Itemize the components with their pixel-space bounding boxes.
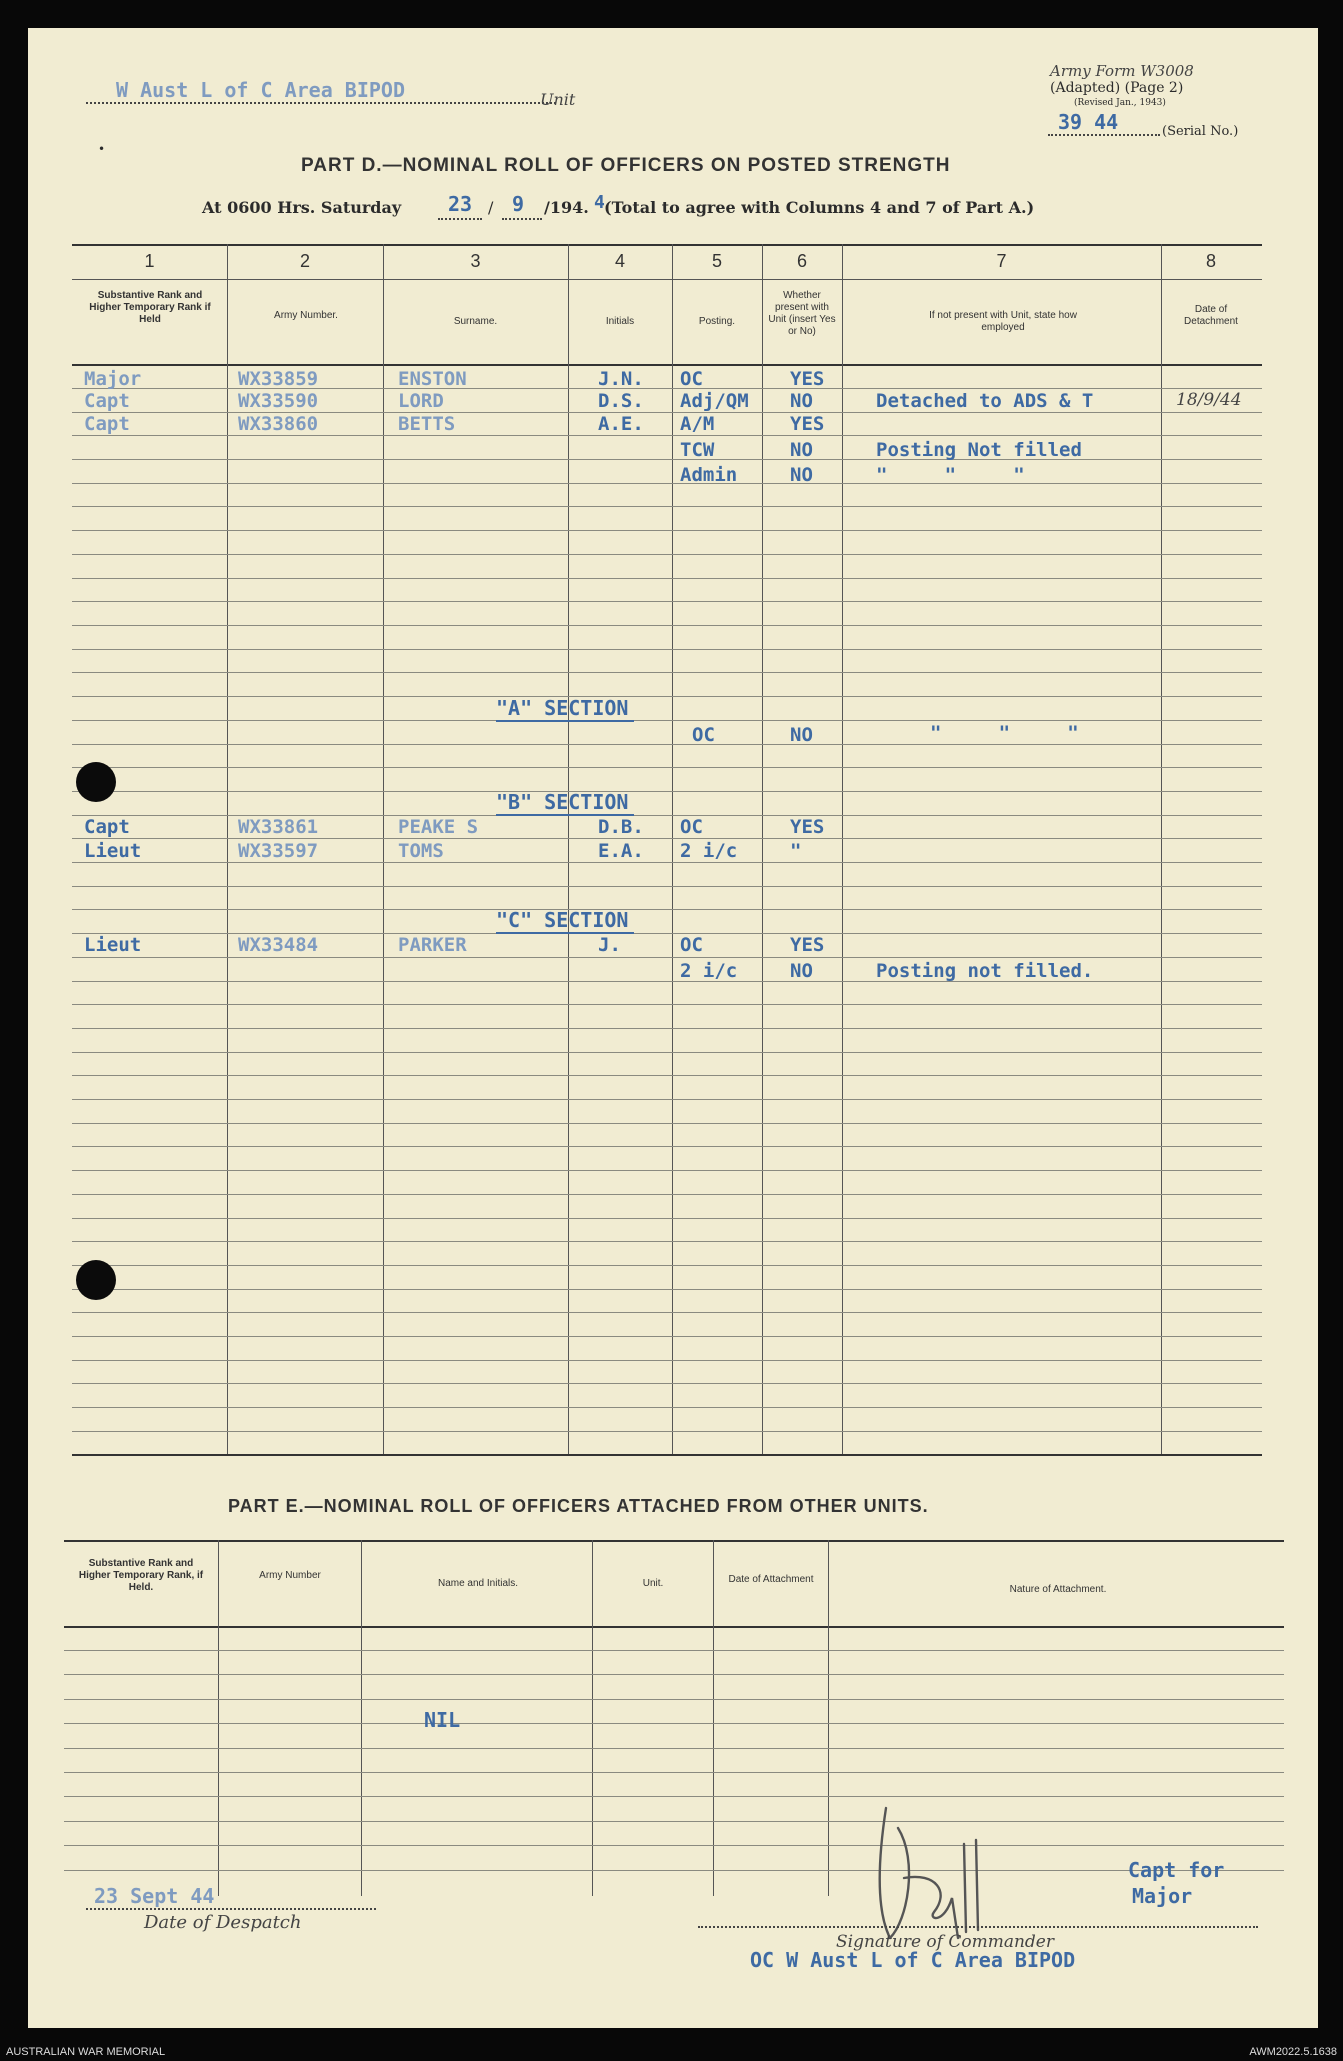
- cell-initials: D.B.: [598, 816, 644, 838]
- cell-present: NO: [790, 390, 813, 412]
- cell-number: WX33860: [238, 413, 319, 435]
- ruled-line: [72, 625, 1262, 626]
- part-e-nil: NIL: [424, 1708, 461, 1732]
- cell-number: WX33590: [238, 390, 319, 412]
- ruled-line: [72, 1241, 1262, 1242]
- part-d-col-divider: [842, 244, 843, 1454]
- ruled-line: [72, 1052, 1262, 1053]
- part-d-col-divider: [1161, 244, 1162, 1454]
- cell-present: ": [790, 840, 802, 862]
- date-year-prefix: /194.: [544, 198, 589, 217]
- cell-posting: 2 i/c: [680, 960, 738, 982]
- part-d-colnum-line: [72, 279, 1262, 280]
- ruled-line: [72, 909, 1262, 910]
- part-d-col-divider: [383, 244, 384, 1454]
- ruled-line: [64, 1723, 1284, 1724]
- ruled-line: [72, 554, 1262, 555]
- col-number: 7: [996, 251, 1007, 271]
- date-day: 23: [448, 192, 473, 216]
- part-d-col-divider: [227, 244, 228, 1454]
- unit-value: W Aust L of C Area BIPOD: [116, 78, 405, 102]
- part-d-top-border: [72, 244, 1262, 246]
- col-number: 5: [711, 251, 722, 271]
- ruled-line: [72, 1170, 1262, 1171]
- col-number: 3: [470, 251, 481, 271]
- despatch-value: 23 Sept 44: [94, 1884, 215, 1908]
- col-header-present: Whether present with Unit (insert Yes or No): [768, 290, 836, 337]
- ruled-line: [72, 696, 1262, 697]
- part-e-header-bottom: [64, 1626, 1284, 1628]
- ruled-line: [64, 1870, 1284, 1871]
- ruled-line: [72, 578, 1262, 579]
- part-e-col-divider: [828, 1540, 829, 1896]
- form-adapted: (Adapted) (Page 2): [1050, 80, 1184, 96]
- cell-initials: E.A.: [598, 840, 644, 862]
- cell-initials: D.S.: [598, 390, 644, 412]
- ruled-line: [72, 862, 1262, 863]
- cell-posting: Admin: [680, 464, 738, 486]
- ruled-line: [72, 506, 1262, 507]
- ruled-line: [72, 1099, 1262, 1100]
- margin-mark: •: [98, 142, 106, 156]
- ruled-line: [64, 1821, 1284, 1822]
- ruled-line: [72, 1123, 1262, 1124]
- serial-label: (Serial No.): [1162, 124, 1239, 139]
- ruled-line: [72, 483, 1262, 484]
- col-number: 1: [144, 251, 155, 271]
- part-d-title: PART D.—NOMINAL ROLL OF OFFICERS ON POSTED STRENGTH: [301, 155, 951, 176]
- col-header-employed: If not present with Unit, state how employed: [929, 310, 1077, 333]
- part-e-top-border: [64, 1540, 1284, 1542]
- despatch-label: Date of Despatch: [144, 1912, 302, 1933]
- section-a-present: NO: [790, 724, 813, 746]
- cell-present: YES: [790, 816, 825, 838]
- cell-surname: BETTS: [398, 413, 456, 435]
- cell-number: WX33859: [238, 368, 319, 390]
- ruled-line: [72, 1004, 1262, 1005]
- cell-employed: Posting not filled.: [876, 960, 1094, 982]
- form-name: Army Form W3008: [1050, 62, 1194, 80]
- col-number: 2: [299, 251, 310, 271]
- ruled-line: [72, 1194, 1262, 1195]
- part-d-bottom-border: [72, 1454, 1262, 1456]
- e-col-header-unit: Unit.: [642, 1578, 664, 1589]
- cell-present: NO: [790, 960, 813, 982]
- cell-employed: Detached to ADS & T: [876, 390, 1094, 412]
- part-d-col-divider: [672, 244, 673, 1454]
- ruled-line: [64, 1650, 1284, 1651]
- cell-present: NO: [790, 439, 813, 461]
- part-e-col-divider: [218, 1540, 219, 1896]
- ruled-line: [72, 1312, 1262, 1313]
- section-c-title: "C" SECTION: [496, 908, 634, 934]
- cell-present: YES: [790, 413, 825, 435]
- month-dotted-line: [502, 218, 542, 220]
- part-e-title: PART E.—NOMINAL ROLL OF OFFICERS ATTACHED FROM OTHER UNITS.: [228, 1496, 929, 1516]
- ruled-line: [64, 1845, 1284, 1846]
- e-col-header-nature: Nature of Attachment.: [1009, 1584, 1107, 1595]
- col-number: 6: [796, 251, 807, 271]
- serial-value: 39 44: [1058, 110, 1119, 134]
- ruled-line: [72, 1265, 1262, 1266]
- ruled-line: [64, 1748, 1284, 1749]
- col-number: 4: [614, 251, 625, 271]
- part-d-col-divider: [568, 244, 569, 1454]
- form-page: [28, 28, 1318, 2028]
- col-header-date-detachment: Date of Detachment: [1184, 304, 1238, 327]
- cell-rank: Capt: [84, 413, 130, 435]
- cell-rank: Lieut: [84, 934, 142, 956]
- part-d-header-bottom: [72, 364, 1262, 366]
- archive-credit-right: AWM2022.5.1638: [1249, 2046, 1337, 2058]
- col-number: 8: [1205, 251, 1216, 271]
- ruled-line: [72, 1289, 1262, 1290]
- date-year-digit: 4: [594, 192, 605, 213]
- cell-initials: J.N.: [598, 368, 644, 390]
- ruled-line: [72, 767, 1262, 768]
- cell-number: WX33597: [238, 840, 319, 862]
- cell-rank: Capt: [84, 390, 130, 412]
- ruled-line: [72, 601, 1262, 602]
- cell-present: YES: [790, 368, 825, 390]
- ruled-line: [72, 672, 1262, 673]
- ruled-line: [72, 1218, 1262, 1219]
- signature-label: Signature of Commander: [836, 1932, 1054, 1952]
- ruled-line: [72, 744, 1262, 745]
- ruled-line: [72, 957, 1262, 958]
- ruled-line: [72, 791, 1262, 792]
- cell-surname: PARKER: [398, 934, 467, 956]
- cell-posting: Adj/QM: [680, 390, 749, 412]
- col-header-surname: Surname.: [453, 316, 498, 327]
- cell-present: NO: [790, 464, 813, 486]
- part-e-col-divider: [592, 1540, 593, 1896]
- date-month: 9: [512, 192, 525, 216]
- ruled-line: [72, 649, 1262, 650]
- despatch-dotted-line: [86, 1908, 376, 1910]
- cell-employed: " " ": [876, 464, 1025, 486]
- section-a-title: "A" SECTION: [496, 696, 634, 722]
- cell-rank: Major: [84, 368, 142, 390]
- ruled-line: [72, 720, 1262, 721]
- cell-date: 18/9/44: [1176, 390, 1242, 410]
- e-col-header-army-number: Army Number: [259, 1570, 321, 1581]
- col-header-army-number: Army Number.: [274, 310, 338, 321]
- cell-posting: OC: [680, 934, 703, 956]
- total-note: (Total to agree with Columns 4 and 7 of Part A.): [604, 198, 1035, 217]
- day-dotted-line: [438, 218, 482, 220]
- ruled-line: [64, 1796, 1284, 1797]
- e-col-header-rank: Substantive Rank and Higher Temporary Rank, if Held.: [78, 1558, 204, 1593]
- form-revised: (Revised Jan., 1943): [1074, 98, 1166, 108]
- e-col-header-name: Name and Initials.: [437, 1578, 519, 1589]
- punch-hole: [76, 762, 116, 802]
- signature-dotted-line: [698, 1926, 1258, 1928]
- date-slash: /: [488, 198, 494, 217]
- commander-unit: OC W Aust L of C Area BIPOD: [750, 1948, 1076, 1972]
- section-a-employed: " " ": [930, 722, 1079, 744]
- part-d-col-divider: [762, 244, 763, 1454]
- col-header-initials: Initials: [605, 316, 635, 327]
- cell-posting: A/M: [680, 413, 715, 435]
- cell-posting: OC: [680, 368, 703, 390]
- punch-hole: [76, 1260, 116, 1300]
- ruled-line: [72, 1407, 1262, 1408]
- ruled-line: [72, 1028, 1262, 1029]
- cell-number: WX33861: [238, 816, 319, 838]
- ruled-line: [72, 1360, 1262, 1361]
- ruled-line: [72, 1383, 1262, 1384]
- commander-title-1: Capt for: [1128, 1858, 1225, 1882]
- commander-signature: [848, 1800, 1028, 1954]
- cell-initials: A.E.: [598, 413, 644, 435]
- cell-employed: Posting Not filled: [876, 439, 1082, 461]
- ruled-line: [72, 459, 1262, 460]
- unit-label: Unit: [540, 90, 576, 109]
- cell-surname: LORD: [398, 390, 444, 412]
- ruled-line: [64, 1699, 1284, 1700]
- archive-credit-left: AUSTRALIAN WAR MEMORIAL: [6, 2046, 166, 2058]
- unit-dotted-line: [86, 102, 556, 104]
- part-e-col-divider: [361, 1540, 362, 1896]
- cell-surname: TOMS: [398, 840, 444, 862]
- section-b-title: "B" SECTION: [496, 790, 634, 816]
- cell-rank: Capt: [84, 816, 130, 838]
- cell-initials: J.: [598, 934, 621, 956]
- e-col-header-date-attachment: Date of Attachment: [728, 1574, 814, 1585]
- ruled-line: [64, 1674, 1284, 1675]
- cell-rank: Lieut: [84, 840, 142, 862]
- ruled-line: [72, 886, 1262, 887]
- cell-surname: PEAKE S: [398, 816, 479, 838]
- section-a-posting: OC: [692, 724, 715, 746]
- col-header-posting: Posting.: [698, 316, 736, 327]
- ruled-line: [72, 1431, 1262, 1432]
- ruled-line: [72, 838, 1262, 839]
- cell-posting: TCW: [680, 439, 715, 461]
- ruled-line: [72, 1336, 1262, 1337]
- serial-dotted-line: [1048, 134, 1160, 136]
- cell-number: WX33484: [238, 934, 319, 956]
- ruled-line: [72, 530, 1262, 531]
- part-e-col-divider: [713, 1540, 714, 1896]
- at-hours-prefix: At 0600 Hrs. Saturday: [202, 198, 402, 217]
- cell-present: YES: [790, 934, 825, 956]
- ruled-line: [64, 1772, 1284, 1773]
- cell-surname: ENSTON: [398, 368, 467, 390]
- cell-posting: 2 i/c: [680, 840, 738, 862]
- cell-posting: OC: [680, 816, 703, 838]
- commander-title-2: Major: [1132, 1884, 1193, 1908]
- ruled-line: [72, 1075, 1262, 1076]
- ruled-line: [72, 435, 1262, 436]
- col-header-rank: Substantive Rank and Higher Temporary Rank if Held: [89, 290, 211, 325]
- ruled-line: [72, 1146, 1262, 1147]
